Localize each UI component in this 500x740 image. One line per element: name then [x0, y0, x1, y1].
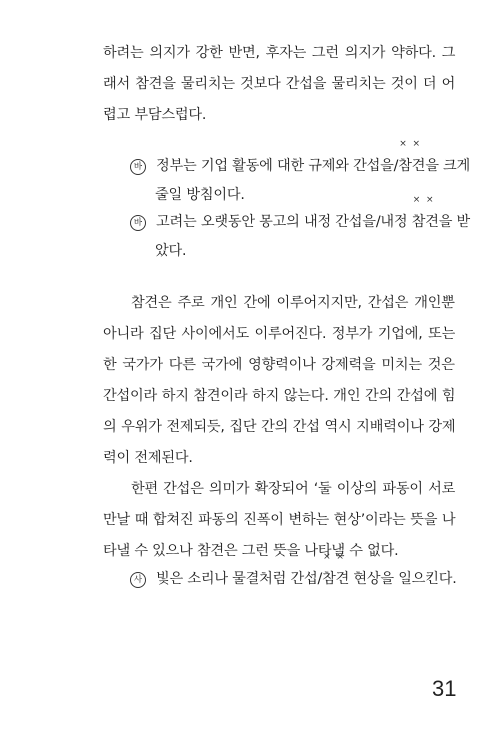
page-number: 31 [432, 676, 457, 701]
example-text: 을 크게 [425, 158, 471, 174]
example-marker-icon: 바 [130, 215, 146, 231]
example-text: 정부는 기업 활동에 대한 규제와 간섭을/ [156, 158, 399, 174]
example-text: 고려는 오랫동안 몽고의 내정 간섭을/내정 [156, 214, 412, 230]
example-text: 을 받 [438, 214, 471, 230]
example-line: 줄일 방침이다. [155, 187, 245, 203]
example-text: 현상을 일으킨다. [349, 571, 457, 587]
example-sentence-1 [130, 152, 471, 210]
paragraph-line: 아니라 집단 사이에서도 이루어진다. 정부가 기업에, 또는 [103, 326, 456, 342]
example-line [130, 565, 460, 594]
paragraph-line: 래서 참견을 물리치는 것보다 간섭을 물리치는 것이 더 어 [103, 76, 456, 92]
paragraph-line: 한 국가가 다른 국가에 영향력이나 강제력을 미치는 것은 [103, 357, 455, 373]
paragraph-line: 간섭이라 하지 참견이라 하지 않는다. 개인 간의 간섭에 힘 [103, 388, 456, 404]
dotted-word: × × 참견 [412, 208, 439, 237]
dotted-word: × × 참견 [322, 565, 349, 594]
example-sentence-3 [130, 565, 460, 594]
paragraph-line: 렵고 부담스럽다. [103, 107, 207, 123]
paragraph-line: 타낼 수 있으나 참견은 그런 뜻을 나타낼 수 없다. [103, 543, 399, 559]
paragraph-line: 만날 때 합쳐진 파동의 진폭이 변하는 현상’이라는 뜻을 나 [103, 512, 456, 528]
paragraph-line: 하려는 의지가 강한 반면, 후자는 그런 의지가 약하다. 그 [103, 45, 456, 61]
example-line [130, 208, 471, 237]
paragraph-line: 참견은 주로 개인 간에 이루어지지만, 간섭은 개인뿐 [131, 295, 455, 311]
paragraph-3 [103, 474, 455, 567]
example-line [130, 152, 471, 181]
paragraph-2 [103, 288, 455, 474]
paragraph-line: 력이 전제된다. [103, 450, 193, 466]
paragraph-1 [103, 38, 455, 131]
example-marker-icon: 바 [130, 159, 146, 175]
example-line: 았다. [155, 243, 187, 259]
paragraph-line: 한편 간섭은 의미가 확장되어 ‘둘 이상의 파동이 서로 [131, 481, 456, 497]
paragraph-line: 의 우위가 전제되듯, 집단 간의 간섭 역시 지배력이나 강제 [103, 419, 456, 435]
example-sentence-2 [130, 208, 471, 266]
example-text: 빛은 소리나 물결처럼 간섭/ [156, 571, 323, 587]
dotted-word: × × 참견 [398, 152, 425, 181]
example-marker-icon: 사 [130, 572, 146, 588]
